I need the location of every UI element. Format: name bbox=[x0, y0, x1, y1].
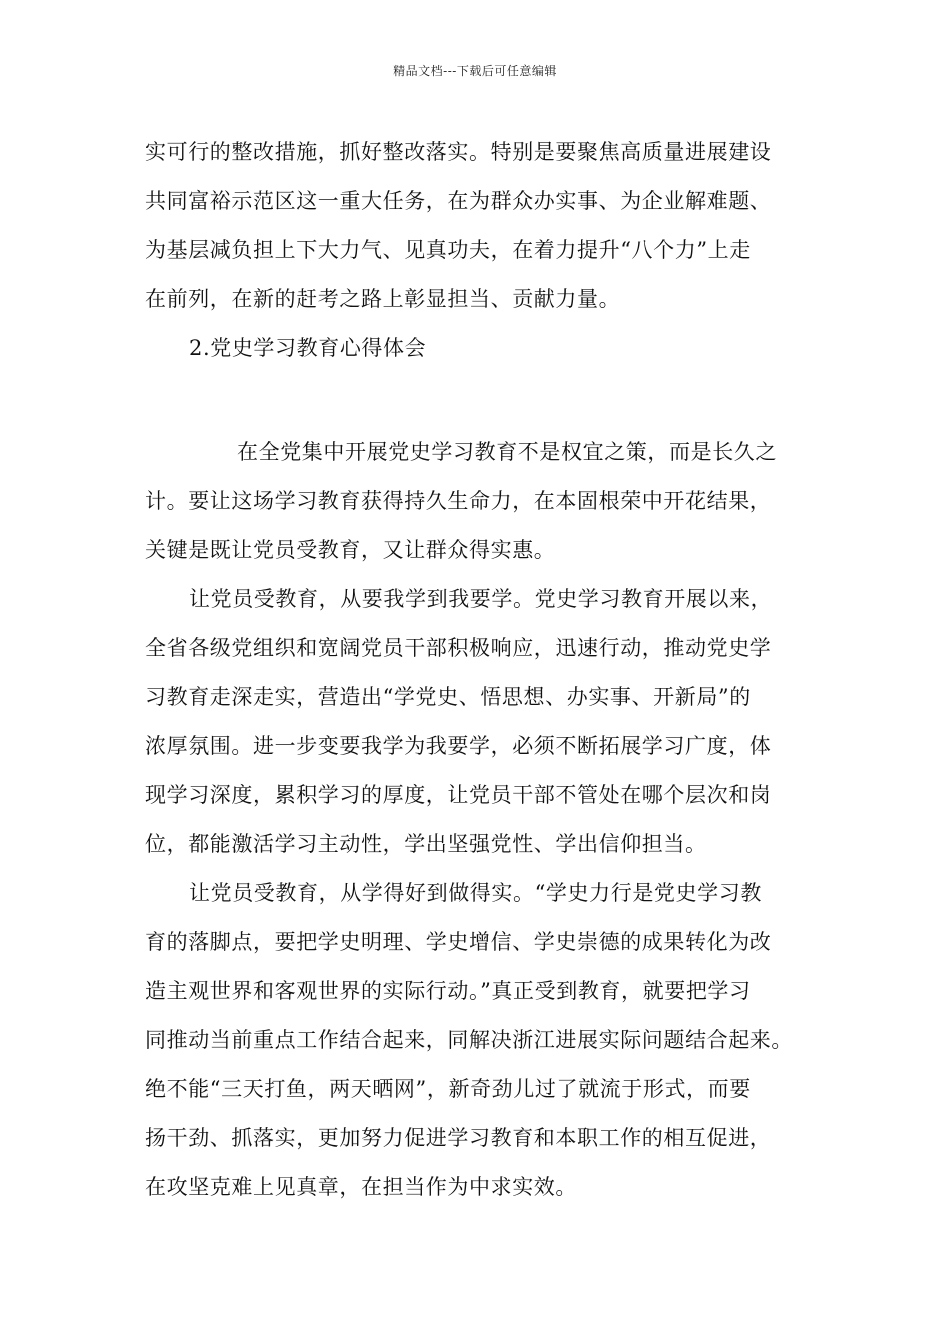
text-line: 在全党集中开展党史学习教育不是权宜之策，而是长久之 bbox=[237, 440, 777, 464]
text-line: 习教育走深走实，营造出“学党史、悟思想、办实事、开新局”的 bbox=[145, 685, 751, 709]
text-line: 在前列，在新的赶考之路上彰显担当、贡献力量。 bbox=[145, 287, 621, 311]
text-line: 全省各级党组织和宽阔党员干部积极响应，迅速行动，推动党史学 bbox=[145, 636, 772, 660]
text-line: 位，都能激活学习主动性，学出坚强党性、学出信仰担当。 bbox=[145, 832, 707, 856]
blank-gap bbox=[145, 373, 835, 428]
section-heading: 2.党史学习教育心得体会 bbox=[189, 336, 427, 360]
text-line: 实可行的整改措施，抓好整改落实。特别是要聚焦高质量进展建设 bbox=[145, 140, 772, 164]
document-body bbox=[145, 128, 835, 1212]
text-line: 扬干劲、抓落实，更加努力促进学习教育和本职工作的相互促进， bbox=[145, 1126, 772, 1150]
text-line: 同推动当前重点工作结合起来，同解决浙江进展实际问题结合起来。 bbox=[145, 1028, 793, 1052]
text-line: 计。要让这场学习教育获得持久生命力，在本固根荣中开花结果， bbox=[145, 489, 772, 513]
text-line: 让党员受教育，从学得好到做得实。“学史力行是党史学习教 bbox=[189, 881, 762, 905]
text-line: 为基层减负担上下大力气、见真功夫，在着力提升“八个力”上走 bbox=[145, 238, 751, 262]
text-line: 造主观世界和客观世界的实际行动。”真正受到教育，就要把学习 bbox=[145, 979, 751, 1003]
text-line: 在攻坚克难上见真章，在担当作为中求实效。 bbox=[145, 1175, 577, 1199]
text-line: 现学习深度，累积学习的厚度，让党员干部不管处在哪个层次和岗 bbox=[145, 783, 772, 807]
text-line: 育的落脚点，要把学史明理、学史增信、学史崇德的成果转化为改 bbox=[145, 930, 772, 954]
text-line: 共同富裕示范区这一重大任务，在为群众办实事、为企业解难题、 bbox=[145, 189, 772, 213]
text-line: 浓厚氛围。进一步变要我学为我要学，必须不断拓展学习广度，体 bbox=[145, 734, 772, 758]
text-line: 绝不能“三天打鱼，两天晒网”，新奇劲儿过了就流于形式，而要 bbox=[145, 1077, 751, 1101]
text-line: 关键是既让党员受教育，又让群众得实惠。 bbox=[145, 538, 556, 562]
text-line: 让党员受教育，从要我学到我要学。党史学习教育开展以来， bbox=[189, 587, 773, 611]
page-header: 精品文档---下载后可任意编辑 bbox=[393, 64, 557, 78]
